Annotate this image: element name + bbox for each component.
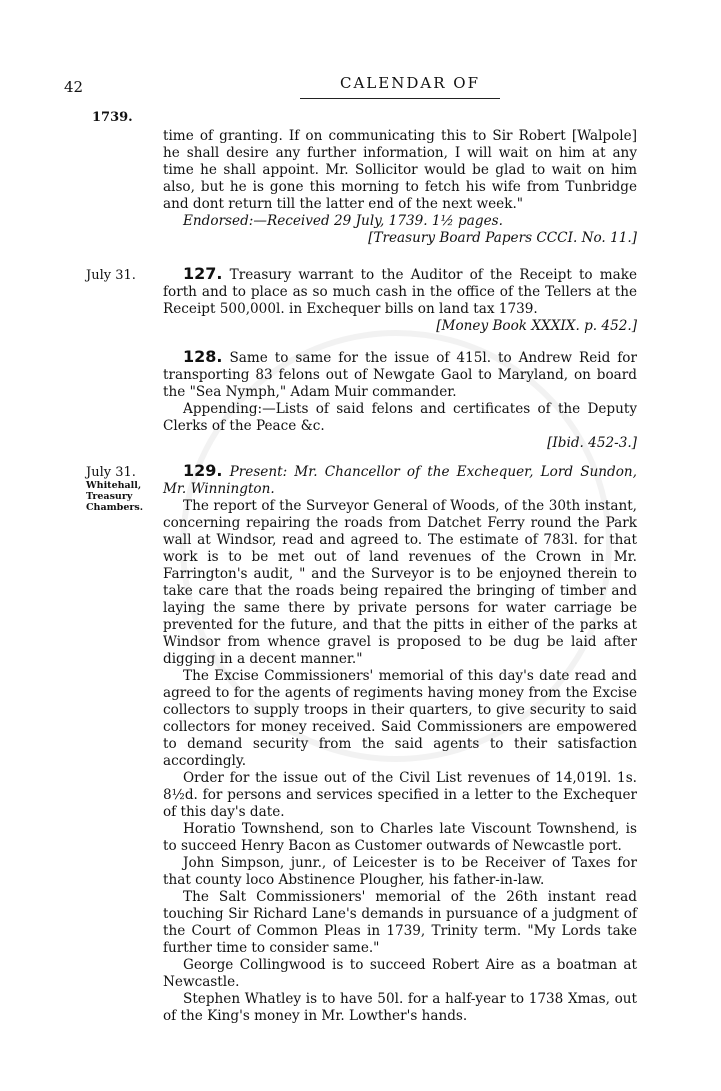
paragraph: John Simpson, junr., of Leicester is to be Receiver of Taxes for that county loco Abstinence Plougher, his father-in-law. <box>163 855 637 888</box>
entry-127-number: 127. <box>183 264 223 283</box>
entry-129-date: July 31. <box>86 465 136 480</box>
running-title: CALENDAR OF <box>340 74 480 92</box>
paragraph: The Salt Commissioners' memorial of the 26th instant read touching Sir Richard Lane's demands in pursuance of a judgment of the Court of Common Pleas in 1739, Trinity term. "My Lords take further time to consider same." <box>163 889 637 956</box>
paragraph: Stephen Whatley is to have 50l. for a half-year to 1738 Xmas, out of the King's money in Mr. Lowther's hands. <box>163 991 637 1024</box>
entry-129-present: Present: Mr. Chancellor of the Exchequer, Lord Sundon, Mr. Winnington. <box>163 464 637 497</box>
paragraph: Horatio Townshend, son to Charles late Viscount Townshend, is to succeed Henry Bacon as Customer outwards of Newcastle port. <box>163 821 637 854</box>
entry-129 <box>163 462 637 1025</box>
entry-128-text: Same to same for the issue of 415l. to Andrew Reid for transporting 83 felons out of Newgate Gaol to Maryland, on board the "Sea Nymph," Adam Muir commander. <box>163 350 637 400</box>
entry-127 <box>163 265 637 335</box>
paragraph: George Collingwood is to succeed Robert Aire as a boatman at Newcastle. <box>163 957 637 990</box>
page-number: 42 <box>64 78 84 96</box>
entry-127-reference: [Money Book XXXIX. p. 452.] <box>436 318 637 334</box>
continuation-block <box>163 128 637 247</box>
endorsed-note: Endorsed:—Received 29 July, 1739. 1½ pages. <box>183 213 503 229</box>
entry-127-text: Treasury warrant to the Auditor of the Receipt to make forth and to place as so much cash in the office of the Tellers at the Receipt 500,000l. in Exchequer bills on land tax 1739. <box>163 267 637 317</box>
year-margin: 1739. <box>92 110 133 125</box>
entry-128-number: 128. <box>183 347 223 366</box>
paragraph: The Excise Commissioners' memorial of this day's date read and agreed to for the agents of regiments having money from the Excise collectors to supply troops in their quarters, to give security to said collectors for money received. Said Commissioners are empowered to demand security from the said agents to their satisfaction accordingly. <box>163 668 637 769</box>
entry-128 <box>163 348 637 452</box>
entry-129-place: Whitehall, Treasury Chambers. <box>86 480 144 513</box>
continuation-text: time of granting. If on communicating this to Sir Robert [Walpole] he shall desire any further information, I will wait on him at any time he shall appoint. Mr. Sollicitor would be glad to wait on him also, but he is gone this morning to fetch his wife from Tunbridge and dont return till the latter end of the next week." <box>163 128 637 212</box>
entry-128-appending: Appending:—Lists of said felons and certificates of the Deputy Clerks of the Peace &c. <box>163 401 637 434</box>
header-rule <box>300 98 500 99</box>
continuation-reference: [Treasury Board Papers CCCI. No. 11.] <box>368 230 637 246</box>
paragraph: The report of the Surveyor General of Woods, of the 30th instant, concerning repairing the roads from Datchet Ferry round the Park wall at Windsor, read and agreed to. The estimate of 783l. for that work is to be met out of land revenues of the Crown in Mr. Farrington's audit, " and the Surveyor is to be enjoyned therein to take care that the roads being repaired the bringing of timber and laying the same there by private persons for water carriage be prevented for the future, and that the pitts in either of the parks at Windsor from whence gravel is proposed to be dug be laid after digging in a decent manner." <box>163 498 637 667</box>
entry-129-number: 129. <box>183 461 223 480</box>
entry-129-margin <box>86 465 156 513</box>
entry-128-reference: [Ibid. 452-3.] <box>547 435 637 451</box>
entry-127-date: July 31. <box>86 268 136 283</box>
paragraph: Order for the issue out of the Civil List revenues of 14,019l. 1s. 8½d. for persons and services specified in a letter to the Exchequer of this day's date. <box>163 770 637 820</box>
